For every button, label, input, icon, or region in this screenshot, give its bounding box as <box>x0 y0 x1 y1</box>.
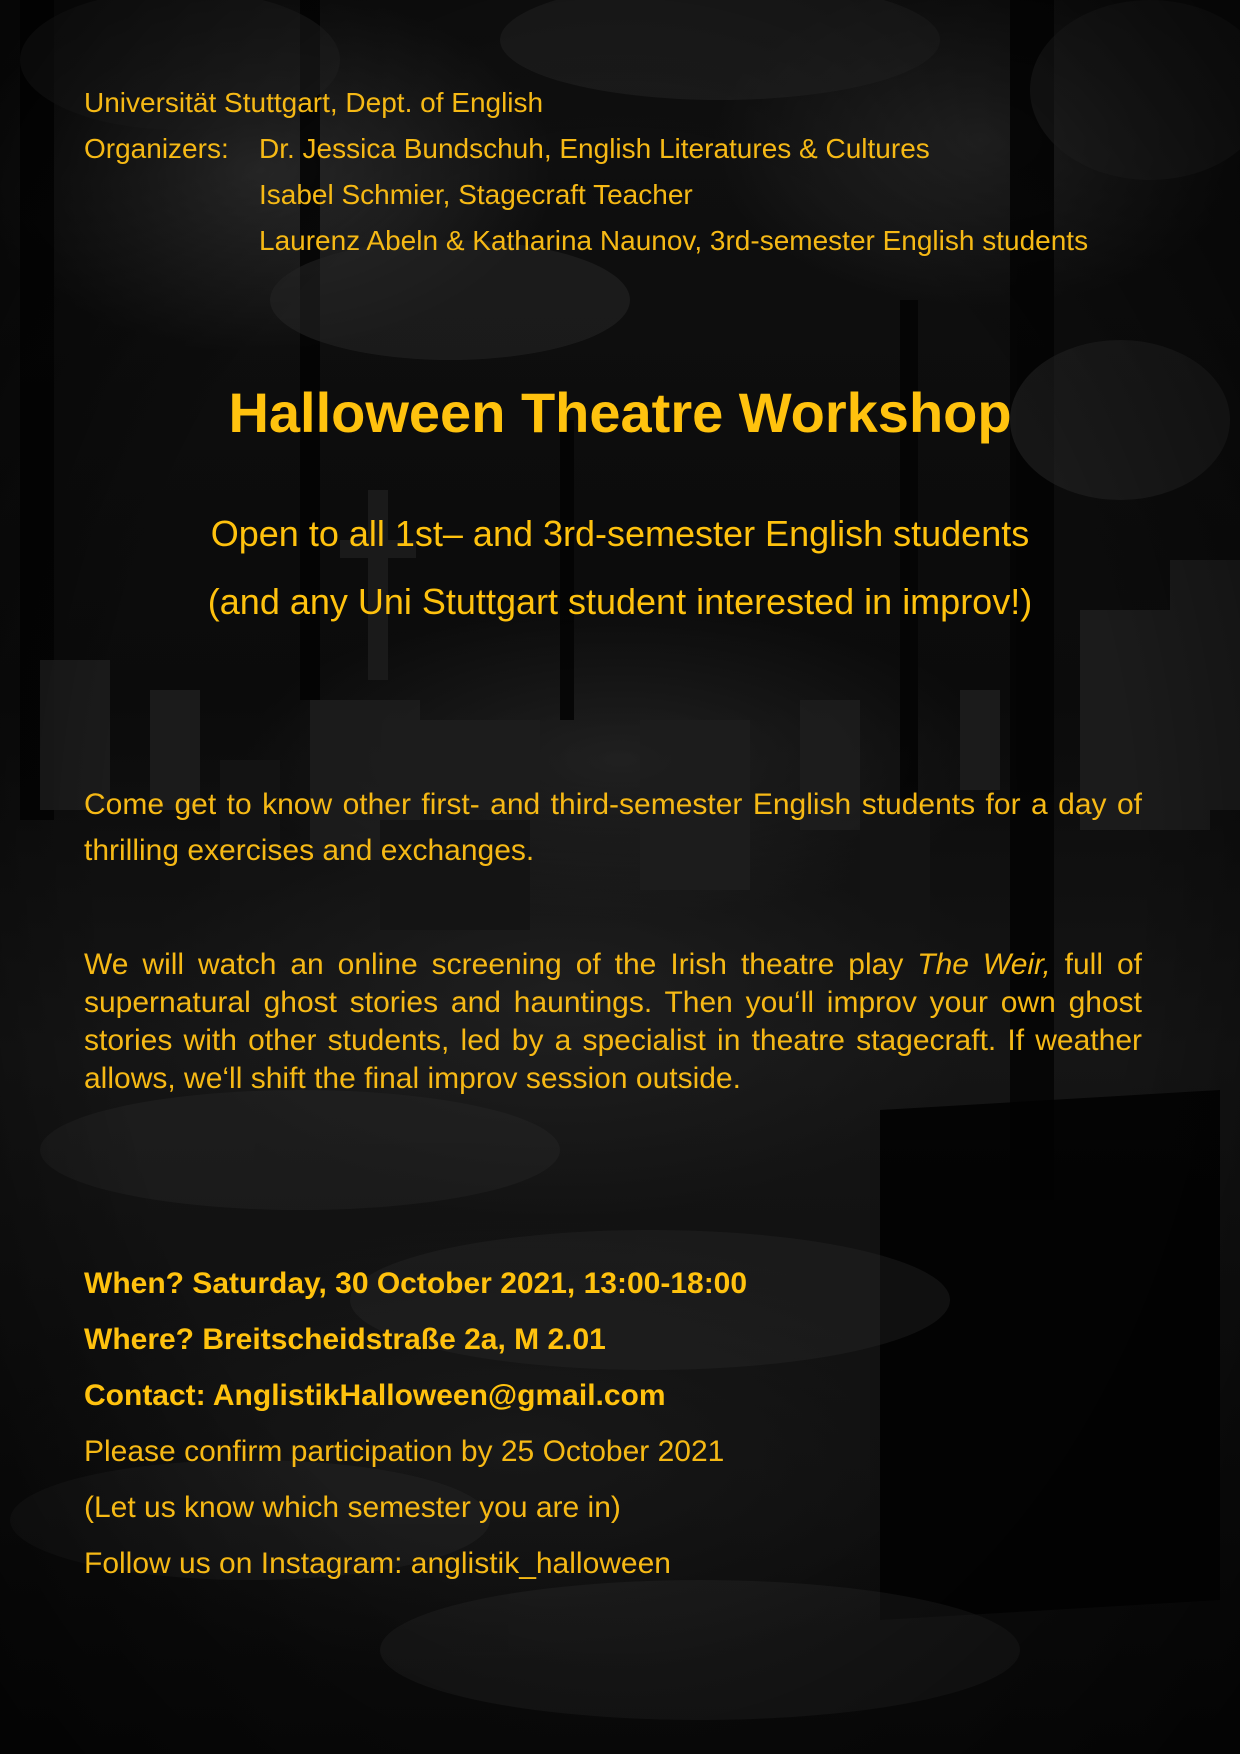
organizers-list <box>259 126 1088 264</box>
header-block <box>84 80 1088 264</box>
event-contact: Contact: AnglistikHalloween@gmail.com <box>84 1379 666 1412</box>
organizers-row <box>84 126 1088 264</box>
organizer-item: Dr. Jessica Bundschuh, English Literatures & Cultures <box>259 133 930 164</box>
description-text-before: We will watch an online screening of the Irish theatre play <box>84 948 918 981</box>
event-details <box>84 1256 747 1592</box>
audience-subtitle <box>0 500 1240 636</box>
subtitle-line-2: (and any Uni Stuttgart student interested in improv!) <box>207 581 1033 622</box>
organizer-item: Isabel Schmier, Stagecraft Teacher <box>259 179 693 210</box>
description-paragraph <box>84 946 1142 1098</box>
organizers-label: Organizers: <box>84 133 229 164</box>
description-text-after: full of supernatural ghost stories and hauntings. Then you‘ll improv your own ghost stories with other students, led by a specialist in theatre stagecraft. If weather allows, we‘ll shift the final improv session outside. <box>84 948 1142 1095</box>
confirm-note: Please confirm participation by 25 October 2021 <box>84 1435 725 1468</box>
event-when: When? Saturday, 30 October 2021, 13:00-18:00 <box>84 1267 748 1300</box>
play-title: The Weir, <box>917 948 1051 981</box>
organizer-item: Laurenz Abeln & Katharina Naunov, 3rd-semester English students <box>259 225 1089 256</box>
event-where: Where? Breitscheidstraße 2a, M 2.01 <box>84 1323 606 1356</box>
subtitle-line-1: Open to all 1st– and 3rd-semester English students <box>210 513 1030 554</box>
workshop-title: Halloween Theatre Workshop <box>228 381 1012 444</box>
semester-note: (Let us know which semester you are in) <box>84 1491 621 1524</box>
intro-paragraph: Come get to know other first- and third-semester English students for a day of thrilling exercises and exchanges. <box>84 788 1142 867</box>
instagram-note: Follow us on Instagram: anglistik_halloween <box>84 1547 671 1580</box>
institution-name: Universität Stuttgart, Dept. of English <box>84 87 544 118</box>
